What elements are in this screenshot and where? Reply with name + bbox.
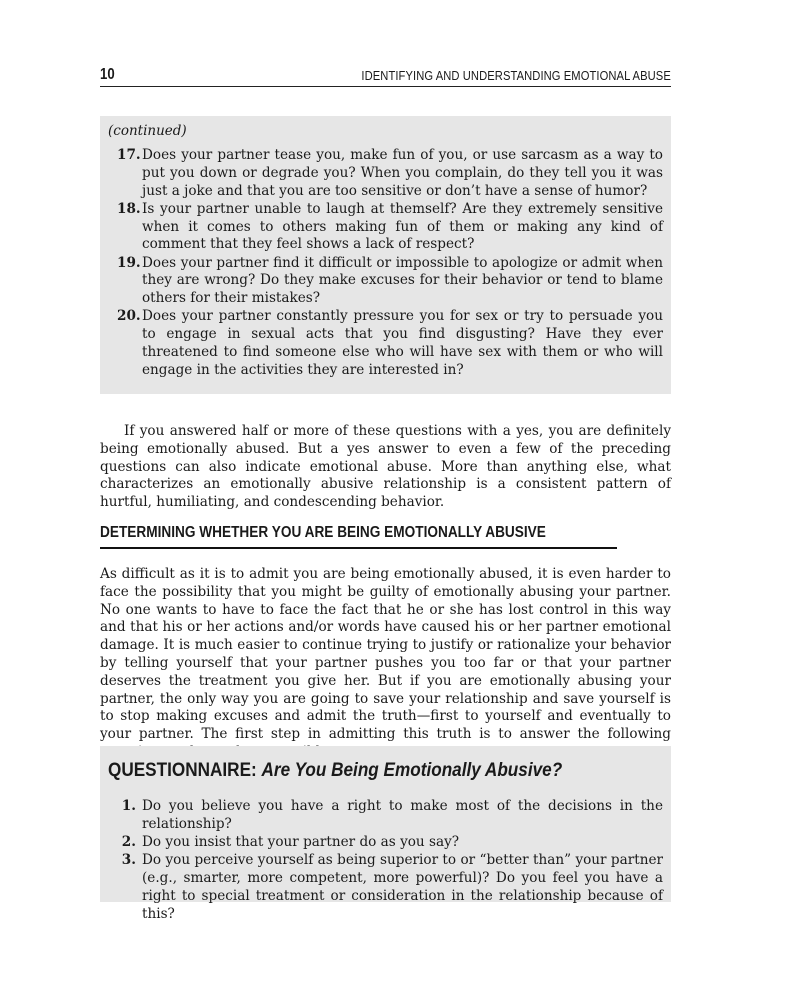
- body-paragraph: If you answered half or more of these questions with a yes, you are definitely being emotionally abused. But a yes answer to even a few of the preceding questions can also indicate emotional abuse. More than anything else, what characterizes an emotionally abusive relationship is a consistent pattern of hurtful, humiliating, and condescending behavior.: [100, 423, 671, 511]
- question-number: 1.: [121, 798, 136, 814]
- question-text: Do you believe you have a right to make most of the decisions in the relationship?: [142, 798, 663, 832]
- page-number: 10: [100, 66, 115, 83]
- section-heading-rule: [100, 547, 617, 549]
- questionnaire-title-prefix: QUESTIONNAIRE:: [108, 759, 262, 781]
- page-header: [100, 66, 671, 87]
- question-text: Do you perceive yourself as being superior to or “better than” your partner (e.g., smarter, more competent, more powerful)? Do you feel you have a right to special treatment or consideration in the relationship because of this?: [142, 852, 663, 922]
- question-item: [117, 308, 663, 379]
- question-number: 2.: [121, 833, 136, 850]
- question-item: [117, 255, 663, 308]
- question-item: [117, 798, 663, 834]
- question-number: 3.: [121, 852, 136, 869]
- question-text: Do you insist that your partner do as you say?: [142, 833, 460, 850]
- question-text: Does your partner find it difficult or impossible to apologize or admit when they are wrong? Do they make excuses for their behavior or tend to blame others for their mistakes?: [142, 254, 663, 307]
- question-number: 20.: [117, 308, 141, 325]
- running-head: IDENTIFYING AND UNDERSTANDING EMOTIONAL ABUSE: [361, 68, 671, 83]
- questionnaire-continued-box: [100, 116, 671, 394]
- questionnaire-title-italic: Are You Being Emotionally Abusive?: [261, 759, 563, 781]
- question-number: 17.: [117, 147, 141, 163]
- questionnaire-title: [108, 759, 562, 782]
- question-list: [117, 798, 663, 924]
- question-item: [117, 852, 663, 923]
- question-text: Does your partner tease you, make fun of you, or use sarcasm as a way to put you down or degrade you? When you complain, do they tell you it was just a joke and that you are too sensitive or don’t have a sense of humor?: [142, 147, 663, 199]
- question-text: Does your partner constantly pressure you for sex or try to persuade you to engage in sexual acts that you find disgusting? Have they ever threatened to find someone else who will have sex with them or who will engage in the activities they are interested in?: [142, 308, 663, 378]
- question-item: [117, 201, 663, 254]
- body-paragraph: As difficult as it is to admit you are being emotionally abused, it is even harder to face the possibility that you might be guilty of emotionally abusing your partner. No one wants to have to face the fact that he or she has lost control in this way and that his or her actions and/or words have caused his or her partner emotional damage. It is much easier to continue trying to justify or rationalize your behavior by telling yourself that your partner pushes you too far or that your partner deserves the treatment you give her. But if you are emotionally abusing your partner, the only way you are going to save your relationship and save yourself is to stop making excuses and admit the truth—first to yourself and eventually to your partner. The first step in admitting this truth is to answer the following: [100, 566, 671, 743]
- question-number: 18.: [117, 200, 141, 217]
- question-number: 19.: [117, 254, 141, 271]
- question-list: [117, 147, 663, 380]
- section-heading: DETERMINING WHETHER YOU ARE BEING EMOTIONALLY ABUSIVE: [100, 524, 546, 541]
- questionnaire-box: [100, 746, 671, 922]
- question-item: [117, 834, 663, 852]
- question-item: [117, 147, 663, 200]
- continued-label: (continued): [108, 123, 187, 139]
- question-text: Is your partner unable to laugh at themself? Are they extremely sensitive when it comes to others making fun of them or making any kind of comment that they feel shows a lack of respect?: [142, 200, 663, 253]
